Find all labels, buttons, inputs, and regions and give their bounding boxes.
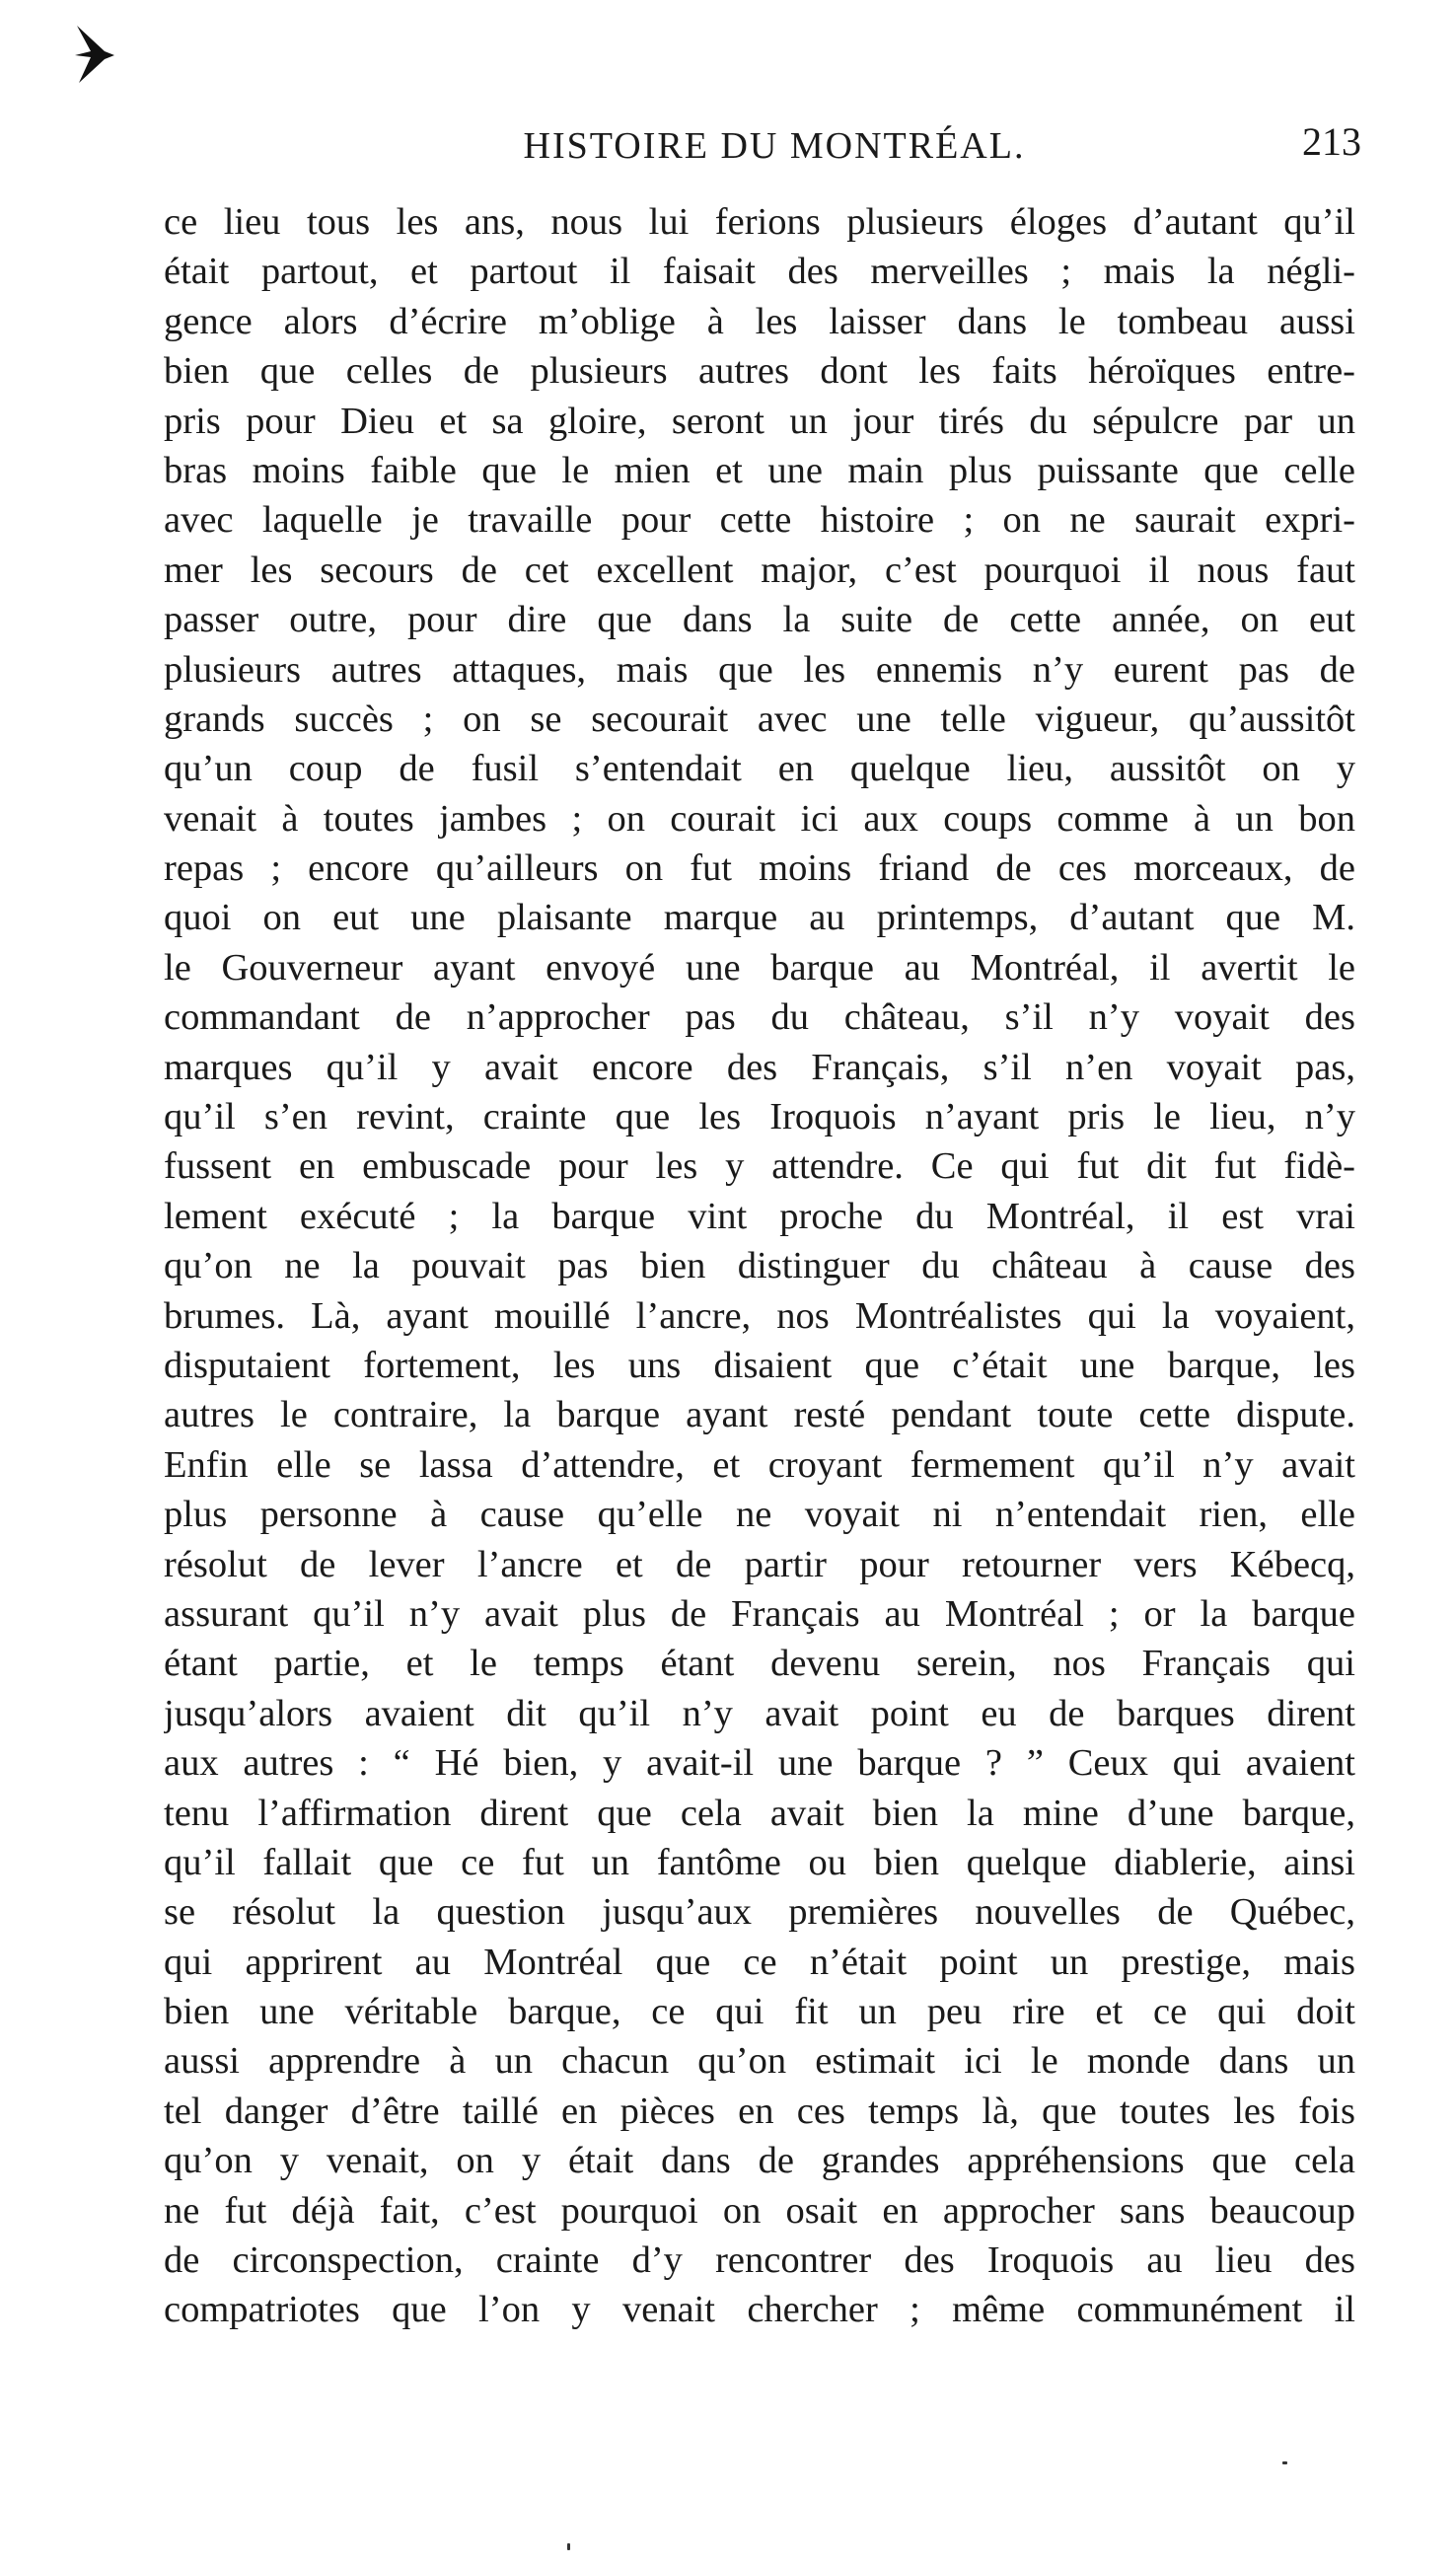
page-header [158, 118, 1361, 178]
text-line: grands succès ; on se secourait avec une telle vigueur, qu’aussitôt [164, 697, 1355, 740]
text-line: bien une véritable barque, ce qui fit un peu rire et ce qui doit [164, 1991, 1355, 2033]
text-line: marques qu’il y avait encore des Français, s’il n’en voyait pas, [164, 1046, 1355, 1088]
text-line: avec laquelle je travaille pour cette histoire ; on ne saurait expri- [164, 499, 1355, 542]
text-line: mer les secours de cet excellent major, c’est pourquoi il nous faut [164, 549, 1355, 591]
text-line: passer outre, pour dire que dans la suite de cette année, on eut [164, 599, 1355, 641]
paper-speck [567, 2543, 570, 2550]
text-line: le Gouverneur ayant envoyé une barque au Montréal, il avertit le [164, 946, 1355, 989]
text-line: quoi on eut une plaisante marque au printemps, d’autant que M. [164, 897, 1355, 939]
text-line: brumes. Là, ayant mouillé l’ancre, nos Montréalistes qui la voyaient, [164, 1294, 1355, 1337]
text-line: plus personne à cause qu’elle ne voyait ni n’entendait rien, elle [164, 1494, 1355, 1536]
text-line: était partout, et partout il faisait des merveilles ; mais la négli- [164, 251, 1355, 293]
text-line: gence alors d’écrire m’oblige à les laisser dans le tombeau aussi [164, 300, 1355, 342]
printer-mark-icon [71, 22, 118, 85]
text-line: tel danger d’être taillé en pièces en ces temps là, que toutes les fois [164, 2090, 1355, 2132]
text-line: plusieurs autres attaques, mais que les ennemis n’y eurent pas de [164, 648, 1355, 691]
text-line: qu’on y venait, on y était dans de grandes appréhensions que cela [164, 2140, 1355, 2182]
paper-speck [1282, 2461, 1287, 2464]
text-line: disputaient fortement, les uns disaient que c’était une barque, les [164, 1344, 1355, 1386]
text-line: aux autres : “ Hé bien, y avait-il une barque ? ” Ceux qui avaient [164, 1742, 1355, 1785]
text-line: qui apprirent au Montréal que ce n’était point un prestige, mais [164, 1941, 1355, 1983]
text-line: qu’il s’en revint, crainte que les Iroquois n’ayant pris le lieu, n’y [164, 1096, 1355, 1138]
text-line: qu’il fallait que ce fut un fantôme ou bien quelque diablerie, ainsi [164, 1841, 1355, 1883]
text-line: lement exécuté ; la barque vint proche du Montréal, il est vrai [164, 1195, 1355, 1237]
text-line: jusqu’alors avaient dit qu’il n’y avait point eu de barques dirent [164, 1692, 1355, 1734]
text-line: autres le contraire, la barque ayant resté pendant toute cette dispute. [164, 1394, 1355, 1436]
text-line: tenu l’affirmation dirent que cela avait bien la mine d’une barque, [164, 1792, 1355, 1834]
text-line: commandant de n’approcher pas du château, s’il n’y voyait des [164, 996, 1355, 1039]
text-line: pris pour Dieu et sa gloire, seront un jour tirés du sépulcre par un [164, 400, 1355, 442]
text-line: venait à toutes jambes ; on courait ici aux coups comme à un bon [164, 797, 1355, 840]
text-line: résolut de lever l’ancre et de partir pour retourner vers Kébecq, [164, 1543, 1355, 1585]
running-title: HISTOIRE DU MONTRÉAL. [523, 125, 1026, 167]
text-line: aussi apprendre à un chacun qu’on estimait ici le monde dans un [164, 2040, 1355, 2083]
text-line: qu’un coup de fusil s’entendait en quelque lieu, aussitôt on y [164, 748, 1355, 790]
text-line: Enfin elle se lassa d’attendre, et croyant fermement qu’il n’y avait [164, 1443, 1355, 1486]
body-text [164, 197, 1355, 2335]
text-line: repas ; encore qu’ailleurs on fut moins friand de ces morceaux, de [164, 847, 1355, 890]
text-line: se résolut la question jusqu’aux premières nouvelles de Québec, [164, 1891, 1355, 1934]
text-line: fussent en embuscade pour les y attendre. Ce qui fut dit fut fidè- [164, 1145, 1355, 1188]
text-line: ce lieu tous les ans, nous lui ferions plusieurs éloges d’autant qu’il [164, 201, 1355, 243]
text-line: ne fut déjà fait, c’est pourquoi on osait en approcher sans beaucoup [164, 2189, 1355, 2232]
text-line: qu’on ne la pouvait pas bien distinguer du château à cause des [164, 1245, 1355, 1287]
text-line: bras moins faible que le mien et une main plus puissante que celle [164, 449, 1355, 491]
page-number: 213 [1302, 119, 1361, 164]
text-line: compatriotes que l’on y venait chercher ; même communément il [164, 2289, 1355, 2331]
text-line: bien que celles de plusieurs autres dont les faits héroïques entre- [164, 350, 1355, 393]
text-line: de circonspection, crainte d’y rencontrer des Iroquois au lieu des [164, 2239, 1355, 2282]
text-line: étant partie, et le temps étant devenu serein, nos Français qui [164, 1643, 1355, 1685]
text-line: assurant qu’il n’y avait plus de Français au Montréal ; or la barque [164, 1592, 1355, 1635]
